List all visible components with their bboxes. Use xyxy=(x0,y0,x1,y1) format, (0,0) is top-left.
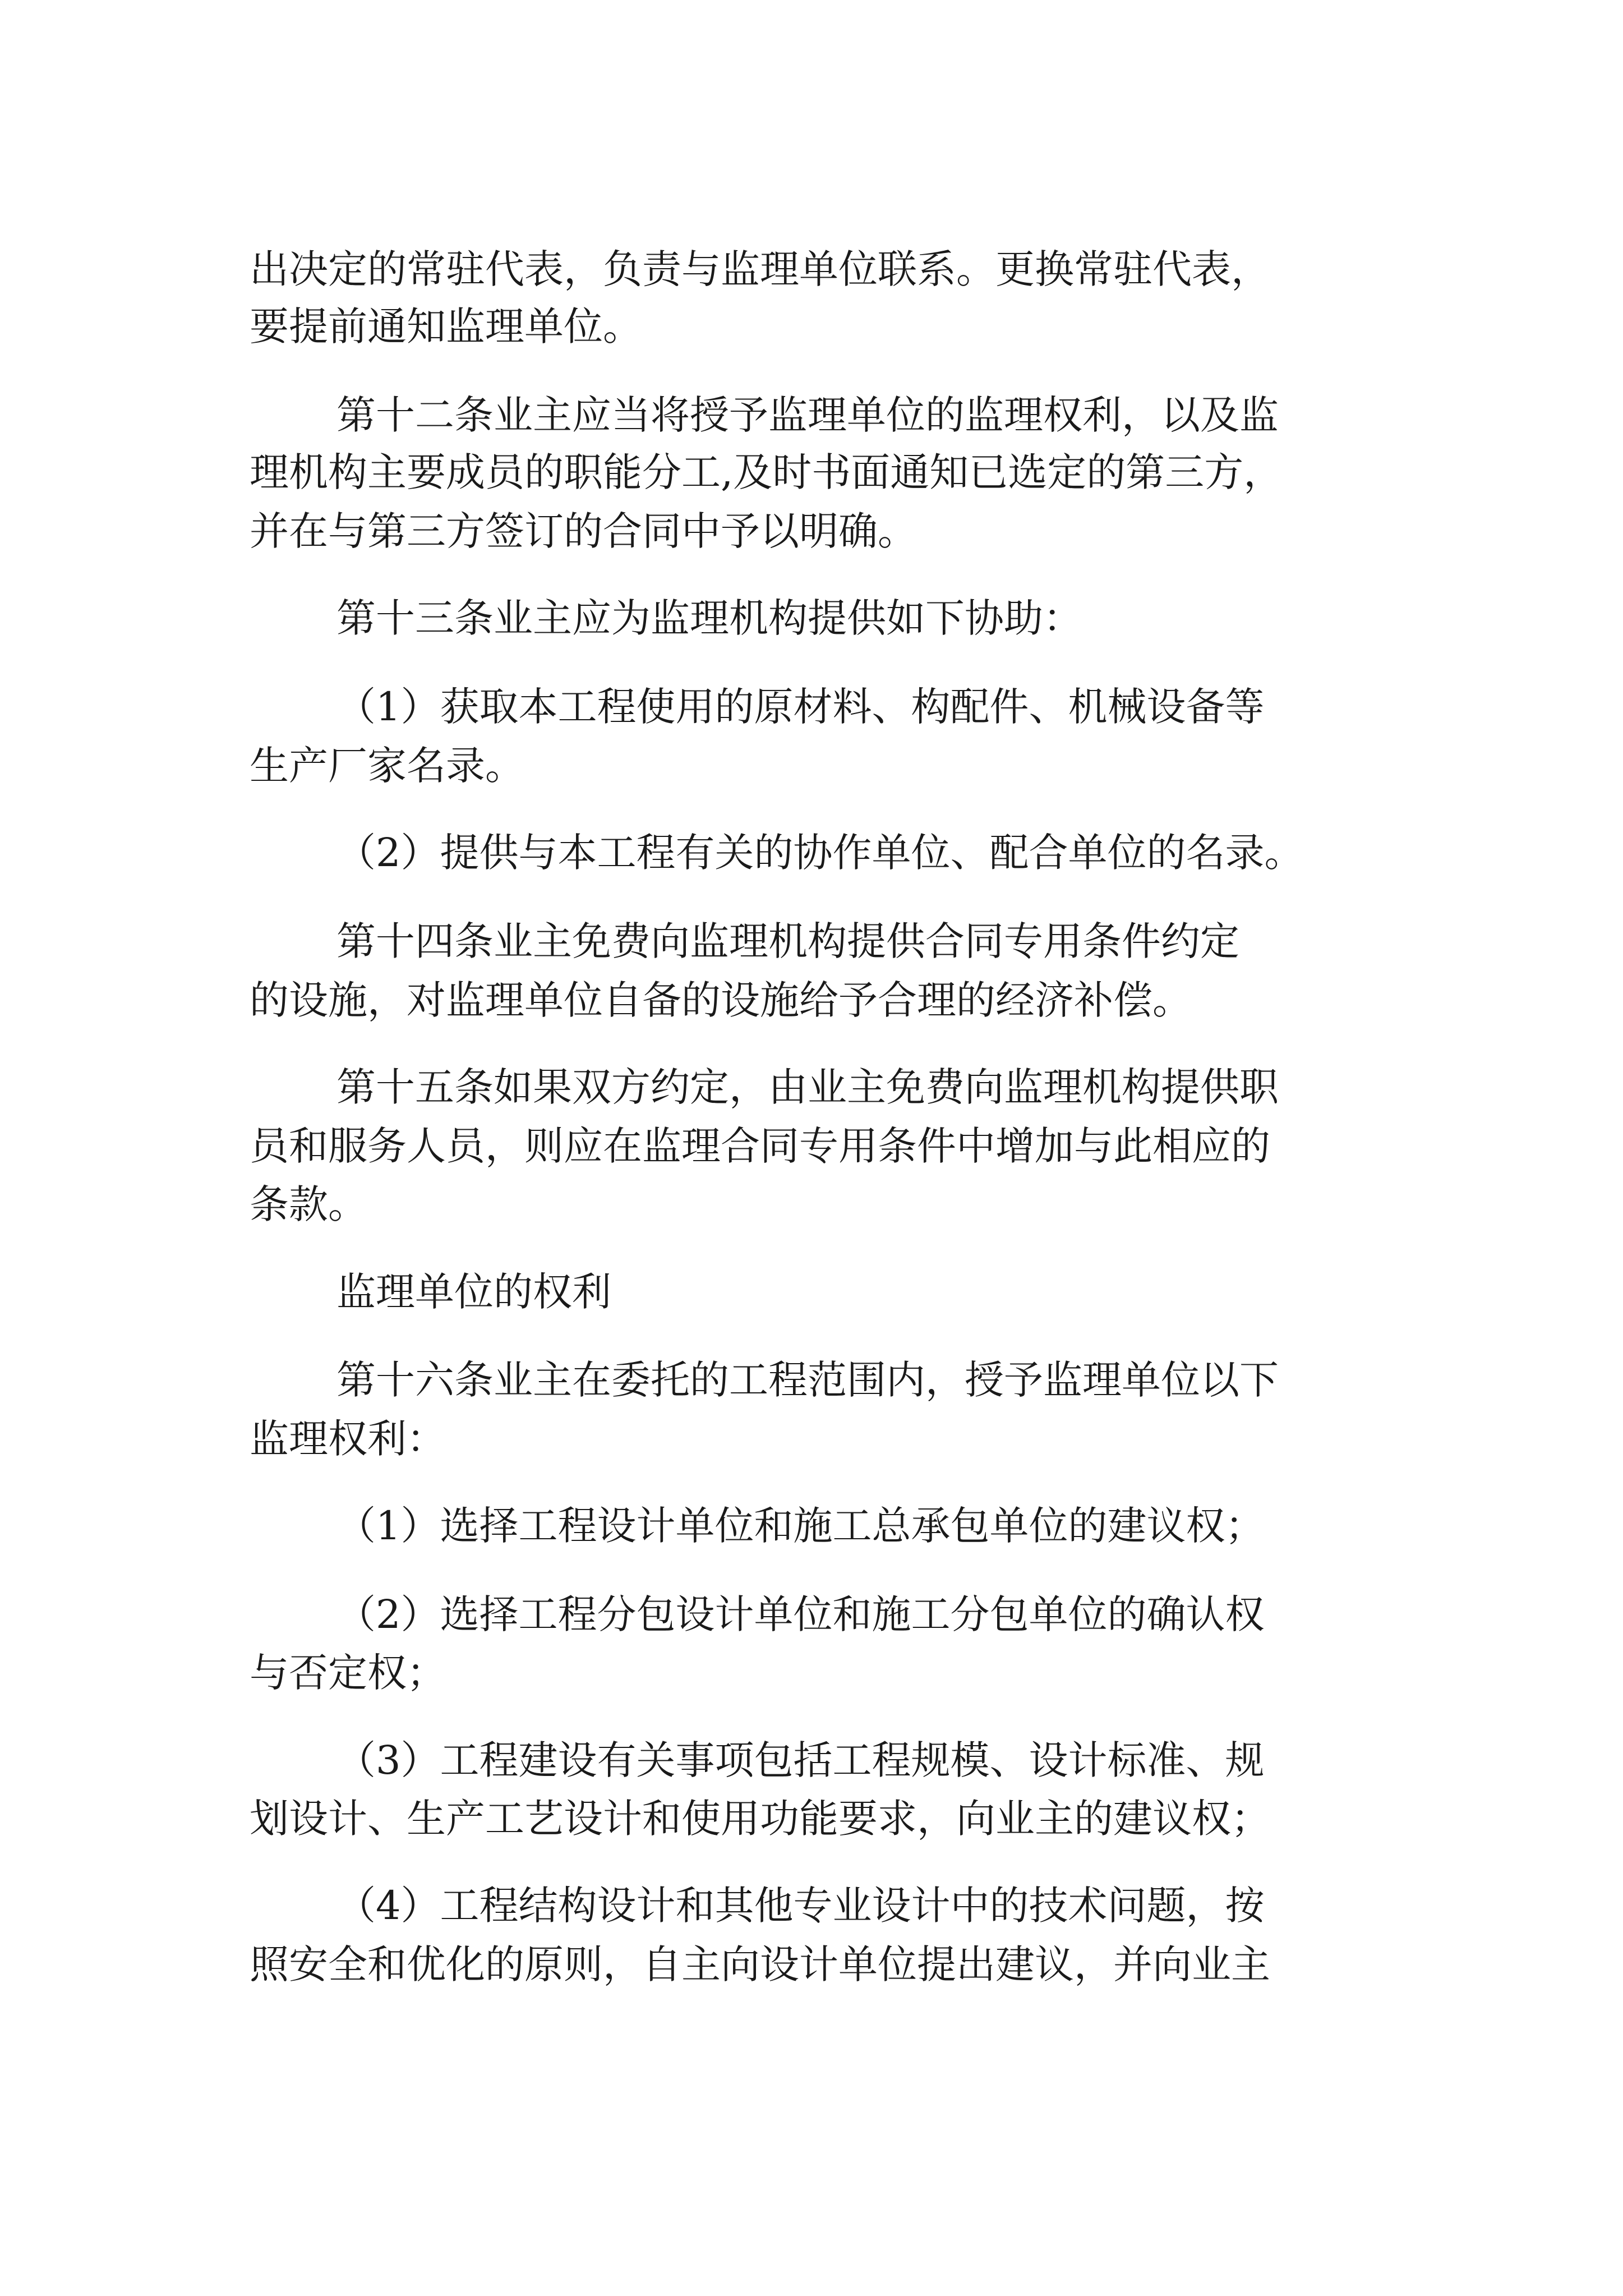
text-line: 条款。 xyxy=(250,1181,367,1227)
text-line: （2）提供与本工程有关的协作单位、配合单位的名录。 xyxy=(336,830,1304,876)
text-line: 第十四条业主免费向监理机构提供合同专用条件约定 xyxy=(336,918,1239,964)
text-line: 照安全和优化的原则，自主向设计单位提出建议，并向业主 xyxy=(250,1941,1270,1987)
text-line: 并在与第三方签订的合同中予以明确。 xyxy=(250,508,917,554)
text-line: 监理权利： xyxy=(250,1416,446,1462)
text-line: 第十三条业主应为监理机构提供如下协助： xyxy=(336,595,1082,641)
text-line: （4）工程结构设计和其他专业设计中的技术问题，按 xyxy=(336,1883,1265,1929)
text-line: （1）获取本工程使用的原材料、构配件、机械设备等 xyxy=(336,684,1265,730)
text-line: （2）选择工程分包设计单位和施工分包单位的确认权 xyxy=(336,1591,1265,1637)
text-line: 第十六条业主在委托的工程范围内，授予监理单位以下 xyxy=(336,1357,1279,1403)
text-line: 第十五条如果双方约定，由业主免费向监理机构提供职 xyxy=(336,1064,1279,1110)
text-line: （1）选择工程设计单位和施工总承包单位的建议权； xyxy=(336,1503,1265,1549)
text-line: 与否定权； xyxy=(250,1650,446,1696)
text-line: 第十二条业主应当将授予监理单位的监理权利，以及监 xyxy=(336,392,1279,438)
text-line: 理机构主要成员的职能分工,及时书面通知已选定的第三方， xyxy=(250,449,1283,495)
text-line: 出决定的常驻代表，负责与监理单位联系。更换常驻代表， xyxy=(250,246,1270,292)
text-line: 生产厂家名录。 xyxy=(250,743,524,789)
text-line: 要提前通知监理单位。 xyxy=(250,303,642,349)
text-line: 划设计、生产工艺设计和使用功能要求，向业主的建议权； xyxy=(250,1796,1270,1842)
text-line: 监理单位的权利 xyxy=(336,1269,611,1315)
text-line: 员和服务人员，则应在监理合同专用条件中增加与此相应的 xyxy=(250,1123,1270,1169)
text-line: 的设施，对监理单位自备的设施给予合理的经济补偿。 xyxy=(250,977,1192,1023)
text-line: （3）工程建设有关事项包括工程规模、设计标准、规 xyxy=(336,1737,1265,1783)
